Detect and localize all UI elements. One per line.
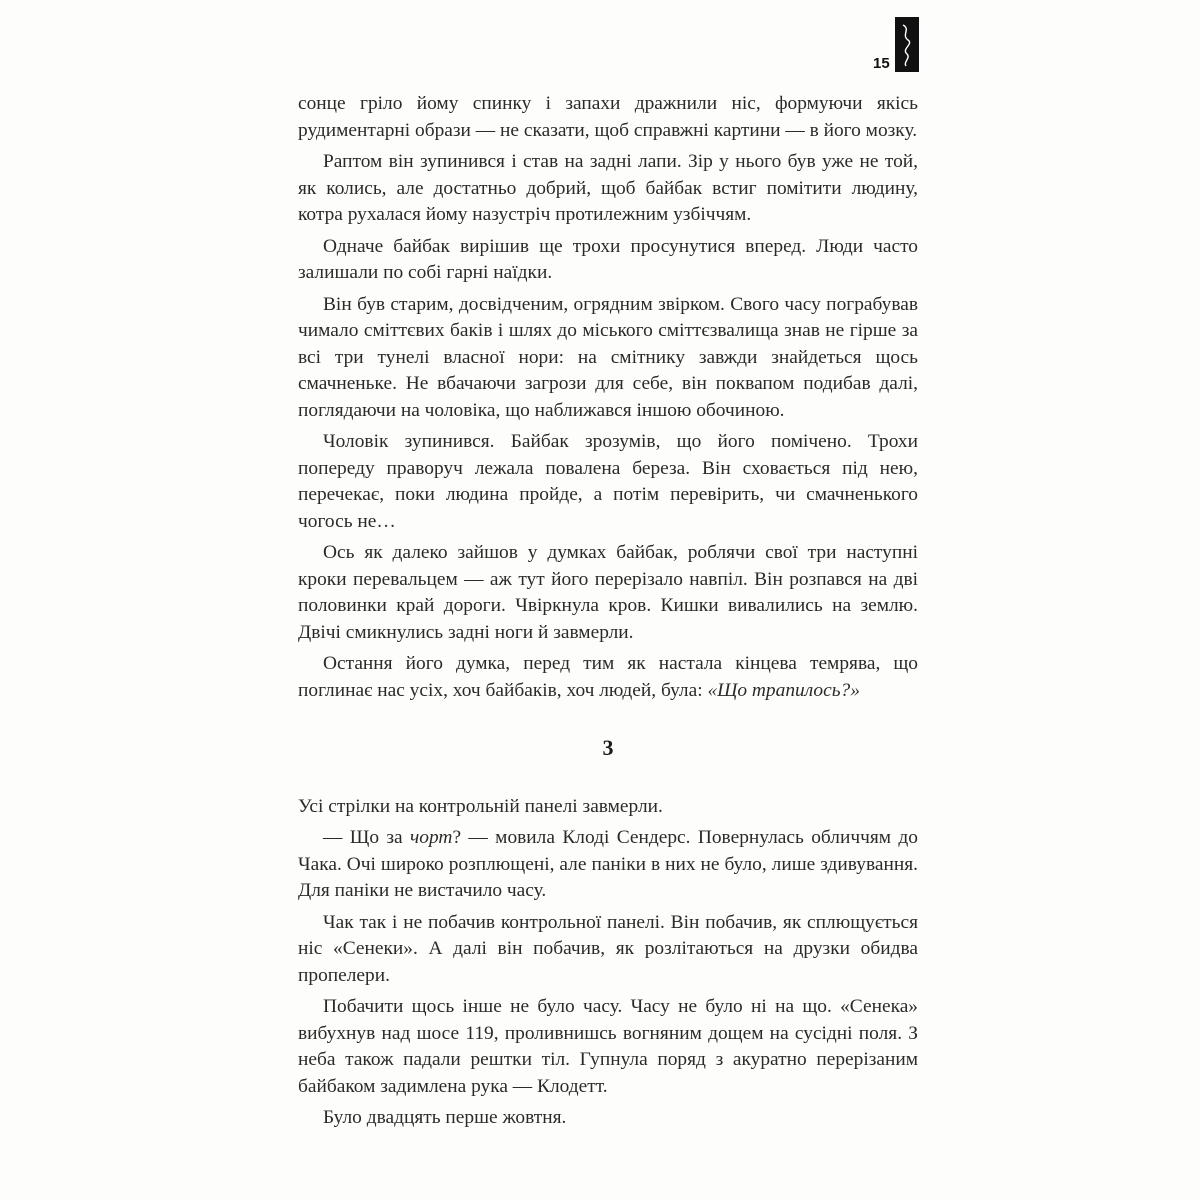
paragraph-1: сонце гріло йому спинку і запахи дражнили ніс, формуючи якісь рудиментарні образи — не сказати, щоб справжні картини — в його мозку. bbox=[298, 93, 918, 141]
paragraph-12: Було двадцять перше жовтня. bbox=[323, 1107, 567, 1128]
paragraph-7-italic: «Що трапилось?» bbox=[707, 679, 860, 701]
paragraph-2: Раптом він зупинився і став на задні лапи. Зір у нього був уже не той, як колись, але достатньо добрий, щоб байбак встиг помітити людину, котра рухалася йому назустріч протилежним узбіччям. bbox=[298, 151, 918, 225]
paragraph-9-italic: чорт bbox=[410, 827, 453, 848]
page-corner-tab bbox=[895, 17, 919, 72]
page-number-area bbox=[873, 48, 894, 73]
paragraph-3: Одначе байбак вирішив ще трохи просунутися вперед. Люди часто залишали по собі гарні наїдки. bbox=[298, 235, 918, 283]
chapter-heading: 3 bbox=[602, 735, 614, 760]
squiggle-ornament-icon bbox=[897, 23, 917, 67]
paragraph-4: Він був старим, досвідченим, огрядним звірком. Свого часу пограбував чимало сміттєвих баків і шлях до міського сміттєзвалища знав не гірше за всі три тунелі власної нори: на смітнику завжди знайдеться щось смачненьке. Не вбачаючи загрози для себе, він поквапом подибав далі, поглядаючи на чоловіка, що наближався іншою обочиною. bbox=[298, 293, 918, 421]
paragraph-5: Чоловік зупинився. Байбак зрозумів, що його помічено. Трохи попереду праворуч лежала повалена береза. Він сховається під нею, перечекає, поки людина пройде, а потім перевірить, чи смачненького чогось не… bbox=[298, 431, 918, 532]
paragraph-10: Чак так і не побачив контрольної панелі. Він побачив, як сплющується ніс «Сенеки». А далі він побачив, як розлітаються на друзки обидва пропелери. bbox=[298, 911, 918, 986]
paragraph-9 bbox=[298, 825, 918, 905]
paragraph-9-end: ? — мовила Клоді Сендерс. Повернулась обличчям до Чака. Очі широко розплющені, але паніки в них не було, лише здивування. Для паніки не вистачило часу. bbox=[298, 827, 918, 901]
text-column bbox=[298, 91, 918, 1137]
paragraph-11: Побачити щось інше не було часу. Часу не було ні на що. «Сенека» вибухнув над шосе 119, проливнишсь вогняним дощем на сусідні поля. З неба також падали рештки тіл. Гупнула поряд з акуратно перерізаним байбаком задимлена рука — Клодетт. bbox=[298, 996, 918, 1097]
paragraph-7-text: Остання його думка, перед тим як настала кінцева темрява, що поглинає нас усіх, хоч байбаків, хоч людей, була: bbox=[298, 653, 918, 701]
paragraph-9-start: — Що за bbox=[323, 827, 411, 848]
paragraph-6: Ось як далеко зайшов у думках байбак, роблячи свої три наступні кроки перевальцем — аж тут його перерізало навпіл. Він розпався на дві половинки край дороги. Чвіркнула кров. Кишки вивалились на землю. Двічі смикнулись задні ноги й завмерли. bbox=[298, 542, 918, 643]
paragraph-8: Усі стрілки на контрольній панелі завмерли. bbox=[298, 795, 663, 817]
paragraph-7 bbox=[298, 651, 918, 704]
page-number: 15 bbox=[873, 55, 890, 72]
